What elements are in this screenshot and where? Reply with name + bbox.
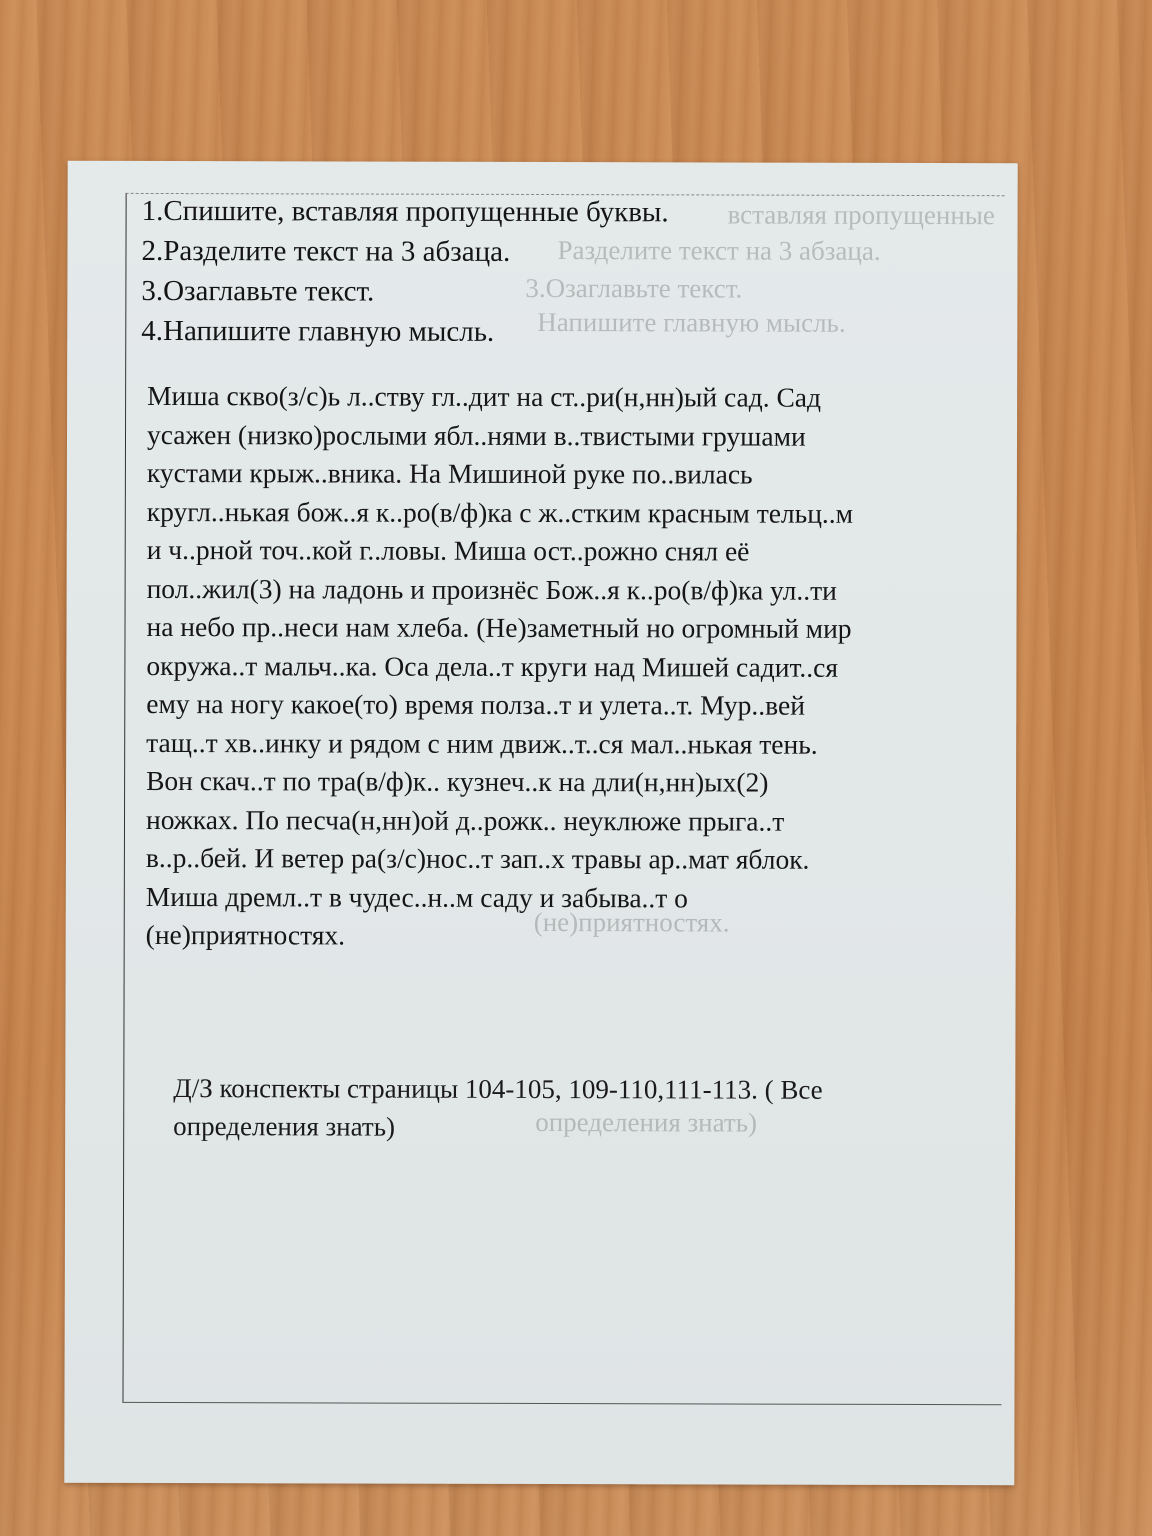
passage-line: кругл..нькая бож..я к..ро(в/ф)ка с ж..стким красным тельц..м xyxy=(146,495,854,529)
passage-line: ножках. По песча(н,нн)ой д..рожк.. неуклюже прыга..т xyxy=(145,803,785,837)
passage-line: ему на ногу какое(то) время ползa..т и улета..т. Мур..вей xyxy=(146,687,806,721)
bleed-through-text: 3.Озаглавьте текст. xyxy=(525,272,743,304)
instruction-item: 1.Спишите, вставляя пропущенные буквы. xyxy=(141,194,669,229)
passage-line: и ч..рной точ..кой г..ловы. Миша ост..рожно снял её xyxy=(146,533,750,567)
passage-line: на небо пр..неси нам хлеба. (Не)заметный но огромный мир xyxy=(146,610,852,644)
bleed-through-text: определения знать) xyxy=(535,1106,758,1138)
task-instructions xyxy=(141,191,669,352)
passage-line: окружа..т мальч..ка. Оса дела..т круги над Мишей садит..ся xyxy=(146,649,839,683)
instruction-item: 3.Озаглавьте текст. xyxy=(141,274,375,308)
passage-line: Миша дремл..т в чудес..н..м саду и забыва..т о xyxy=(145,880,689,913)
bleed-through-text: Напишите главную мысль. xyxy=(537,306,846,338)
passage-line: тащ..т хв..инку и рядом с ним движ..т..ся мал..нькая тень. xyxy=(146,726,818,760)
exercise-passage xyxy=(146,377,998,957)
homework-line: определения знать) xyxy=(173,1111,396,1142)
bleed-through-text: (не)приятностях. xyxy=(533,906,730,938)
bleed-through-text: вставляя пропущенные xyxy=(727,199,995,231)
bleed-through-text: Разделите текст на 3 абзаца. xyxy=(557,235,881,266)
instruction-item: 4.Напишите главную мысль. xyxy=(141,314,495,348)
passage-line: Миша скво(з/с)ь л..ству гл..дит на ст..ри(н,нн)ый сад. Сад xyxy=(147,379,822,413)
passage-line: (не)приятностях. xyxy=(145,918,346,951)
passage-line: Вон скач..т по тра(в/ф)к.. кузнеч..к на дли(н,нн)ых(2) xyxy=(146,764,769,798)
passage-line: кустами крыж..вника. На Мишиной руке по..вилась xyxy=(146,456,753,490)
homework-line: Д/З конспекты страницы 104-105, 109-110,111-113. ( Все xyxy=(173,1073,823,1105)
homework-note xyxy=(173,1069,973,1147)
passage-line: усажен (низко)рослыми ябл..нями в..твистыми грушами xyxy=(146,418,806,452)
passage-line: в..р..бей. И ветер ра(з/с)нос..т зап..х травы ар..мат яблок. xyxy=(145,841,810,875)
paper-sheet xyxy=(64,161,1017,1485)
passage-line: пол..жил(3) на ладонь и произнёс Бож..я к..ро(в/ф)ка ул..ти xyxy=(146,572,837,606)
instruction-item: 2.Разделите текст на 3 абзаца. xyxy=(141,234,511,268)
